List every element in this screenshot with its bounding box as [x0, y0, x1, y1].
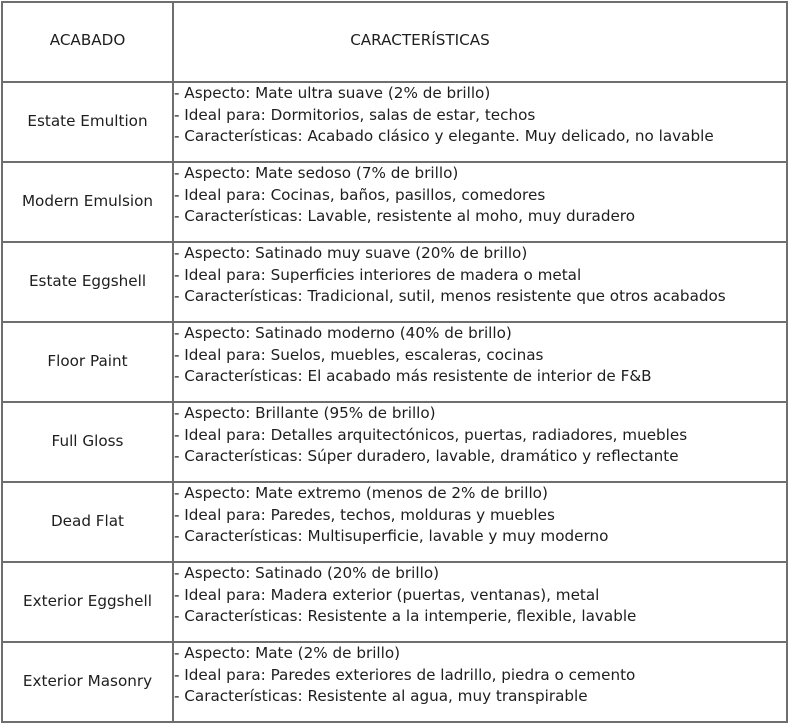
finish-description [173, 402, 787, 482]
ideal-for-line: - Ideal para: Paredes exteriores de ladrillo, piedra o cemento [174, 665, 636, 684]
features-line: - Características: Lavable, resistente al moho, muy duradero [174, 207, 636, 225]
finish-name: Floor Paint [2, 322, 173, 402]
aspect-line: - Aspecto: Mate sedoso (7% de brillo) [174, 164, 459, 182]
features-line: - Características: Resistente a la intemperie, flexible, lavable [174, 607, 637, 625]
aspect-line: - Aspecto: Mate extremo (menos de 2% de brillo) [174, 484, 548, 502]
finish-name: Full Gloss [2, 402, 173, 482]
ideal-for-line: - Ideal para: Dormitorios, salas de estar, techos [174, 105, 536, 124]
table-row [2, 82, 787, 162]
table-row [2, 322, 787, 402]
features-line: - Características: Resistente al agua, muy transpirable [174, 687, 588, 705]
finish-name: Dead Flat [2, 482, 173, 562]
features-line: - Características: Multisuperficie, lavable y muy moderno [174, 527, 609, 545]
aspect-line: - Aspecto: Satinado muy suave (20% de brillo) [174, 244, 528, 262]
features-line: - Características: El acabado más resistente de interior de F&B [174, 367, 652, 385]
finish-description [173, 562, 787, 642]
finish-description [173, 482, 787, 562]
header-characteristics: CARACTERÍSTICAS [173, 2, 787, 82]
paint-finish-table [1, 1, 788, 723]
aspect-line: - Aspecto: Satinado moderno (40% de brillo) [174, 324, 512, 342]
aspect-line: - Aspecto: Mate (2% de brillo) [174, 644, 401, 662]
table-row [2, 162, 787, 242]
features-line: - Características: Tradicional, sutil, menos resistente que otros acabados [174, 287, 726, 305]
features-line: - Características: Súper duradero, lavable, dramático y reflectante [174, 447, 679, 465]
aspect-line: - Aspecto: Brillante (95% de brillo) [174, 404, 436, 422]
aspect-line: - Aspecto: Satinado (20% de brillo) [174, 564, 440, 582]
ideal-for-line: - Ideal para: Superficies interiores de madera o metal [174, 265, 582, 284]
table-row [2, 482, 787, 562]
finish-name: Estate Emultion [2, 82, 173, 162]
ideal-for-line: - Ideal para: Cocinas, baños, pasillos, comedores [174, 185, 546, 204]
finish-description [173, 642, 787, 722]
finish-description [173, 82, 787, 162]
ideal-for-line: - Ideal para: Madera exterior (puertas, ventanas), metal [174, 585, 600, 604]
finish-description [173, 322, 787, 402]
header-finish: ACABADO [2, 2, 173, 82]
ideal-for-line: - Ideal para: Suelos, muebles, escaleras, cocinas [174, 345, 544, 364]
table-header-row [2, 2, 787, 82]
features-line: - Características: Acabado clásico y elegante. Muy delicado, no lavable [174, 127, 714, 145]
table-row [2, 242, 787, 322]
finish-name: Modern Emulsion [2, 162, 173, 242]
table-row [2, 402, 787, 482]
ideal-for-line: - Ideal para: Detalles arquitectónicos, puertas, radiadores, muebles [174, 425, 688, 444]
aspect-line: - Aspecto: Mate ultra suave (2% de brillo) [174, 84, 491, 102]
ideal-for-line: - Ideal para: Paredes, techos, molduras y muebles [174, 505, 555, 524]
table-row [2, 562, 787, 642]
finish-description [173, 242, 787, 322]
finish-name: Exterior Eggshell [2, 562, 173, 642]
finish-name: Exterior Masonry [2, 642, 173, 722]
finish-name: Estate Eggshell [2, 242, 173, 322]
table-row [2, 642, 787, 722]
finish-description [173, 162, 787, 242]
